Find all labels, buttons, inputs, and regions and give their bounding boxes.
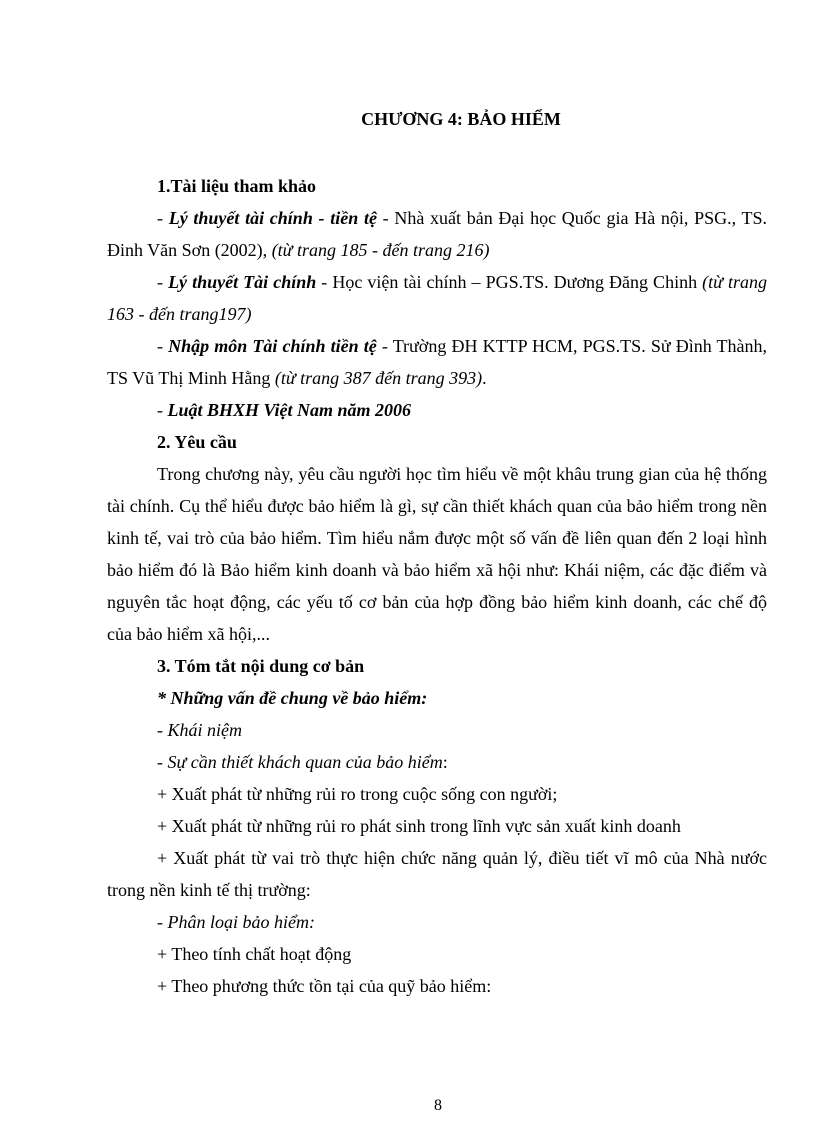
necessity-item: + Xuất phát từ những rủi ro trong cuộc sống con người;: [157, 784, 558, 804]
reference-book-title: Lý thuyết tài chính - tiền tệ: [168, 208, 377, 228]
necessity-colon: :: [442, 752, 448, 772]
necessity-item: + Xuất phát từ vai trò thực hiện chức năng quản lý, điều tiết vĩ mô của Nhà nước trong nền kinh tế thị trường:: [107, 848, 767, 900]
reference-details: - Học viện tài chính – PGS.TS. Dương Đăng Chinh: [316, 272, 703, 292]
reference-pages: (từ trang 185 - đến trang 216): [271, 240, 490, 260]
reference-item: [107, 394, 767, 426]
reference-dash: -: [157, 336, 169, 356]
reference-book-title: Lý thuyết Tài chính: [168, 272, 317, 292]
classification-heading: - Phân loại bảo hiểm:: [157, 912, 315, 932]
reference-book-title: Luật BHXH Việt Nam năm 2006: [167, 400, 412, 420]
document-body: [107, 170, 767, 1002]
reference-end: .: [482, 368, 487, 388]
reference-dash: -: [157, 272, 169, 292]
necessity-item: + Xuất phát từ những rủi ro phát sinh trong lĩnh vực sản xuất kinh doanh: [157, 816, 681, 836]
reference-item: [107, 202, 767, 266]
necessity-heading: [107, 746, 767, 778]
reference-pages: (từ trang 387 đến trang 393): [274, 368, 483, 388]
classification-item: + Theo tính chất hoạt động: [157, 944, 352, 964]
reference-item: [107, 266, 767, 330]
section-heading-references: 1.Tài liệu tham khảo: [157, 176, 317, 196]
classification-item: + Theo phương thức tồn tại của quỹ bảo hiểm:: [157, 976, 492, 996]
reference-book-title: Nhập môn Tài chính tiền tệ: [168, 336, 377, 356]
concept-item: - Khái niệm: [157, 720, 242, 740]
reference-item: [107, 330, 767, 394]
section-heading-summary: 3. Tóm tắt nội dung cơ bản: [157, 656, 365, 676]
reference-details: - Nhà xuất bản Đại học Quốc gia Hà nội, PSG., TS. Đinh Văn Sơn (2002),: [107, 208, 768, 260]
chapter-title: CHƯƠNG 4: BẢO HIỂM: [361, 109, 561, 129]
requirements-paragraph: Trong chương này, yêu cầu người học tìm hiểu về một khâu trung gian của hệ thống tài chính. Cụ thể hiểu được bảo hiểm là gì, sự cần thiết khách quan của bảo hiểm trong nền kinh tế, vai trò của bảo hiểm. Tìm hiểu nắm được một số vấn đề liên quan đến 2 loại hình bảo hiểm đó là Bảo hiểm kinh doanh và bảo hiểm xã hội như: Khái niệm, các đặc điểm và nguyên tắc hoạt động, các yếu tố cơ bản của hợp đồng bảo hiểm kinh doanh, các chế độ của bảo hiểm xã hội,...: [107, 464, 767, 644]
reference-pages: (từ trang 163 - đến trang197): [107, 272, 767, 324]
page-number: 8: [434, 1097, 442, 1114]
reference-dash: -: [157, 400, 168, 420]
reference-details: - Trường ĐH KTTP HCM, PGS.TS. Sử Đình Thành, TS Vũ Thị Minh Hằng: [107, 336, 767, 388]
reference-dash: -: [157, 208, 169, 228]
necessity-label: - Sự cần thiết khách quan của bảo hiểm: [157, 752, 443, 772]
section-heading-requirements: 2. Yêu cầu: [157, 432, 237, 452]
summary-subheading: * Những vấn đề chung về bảo hiểm:: [157, 688, 428, 708]
